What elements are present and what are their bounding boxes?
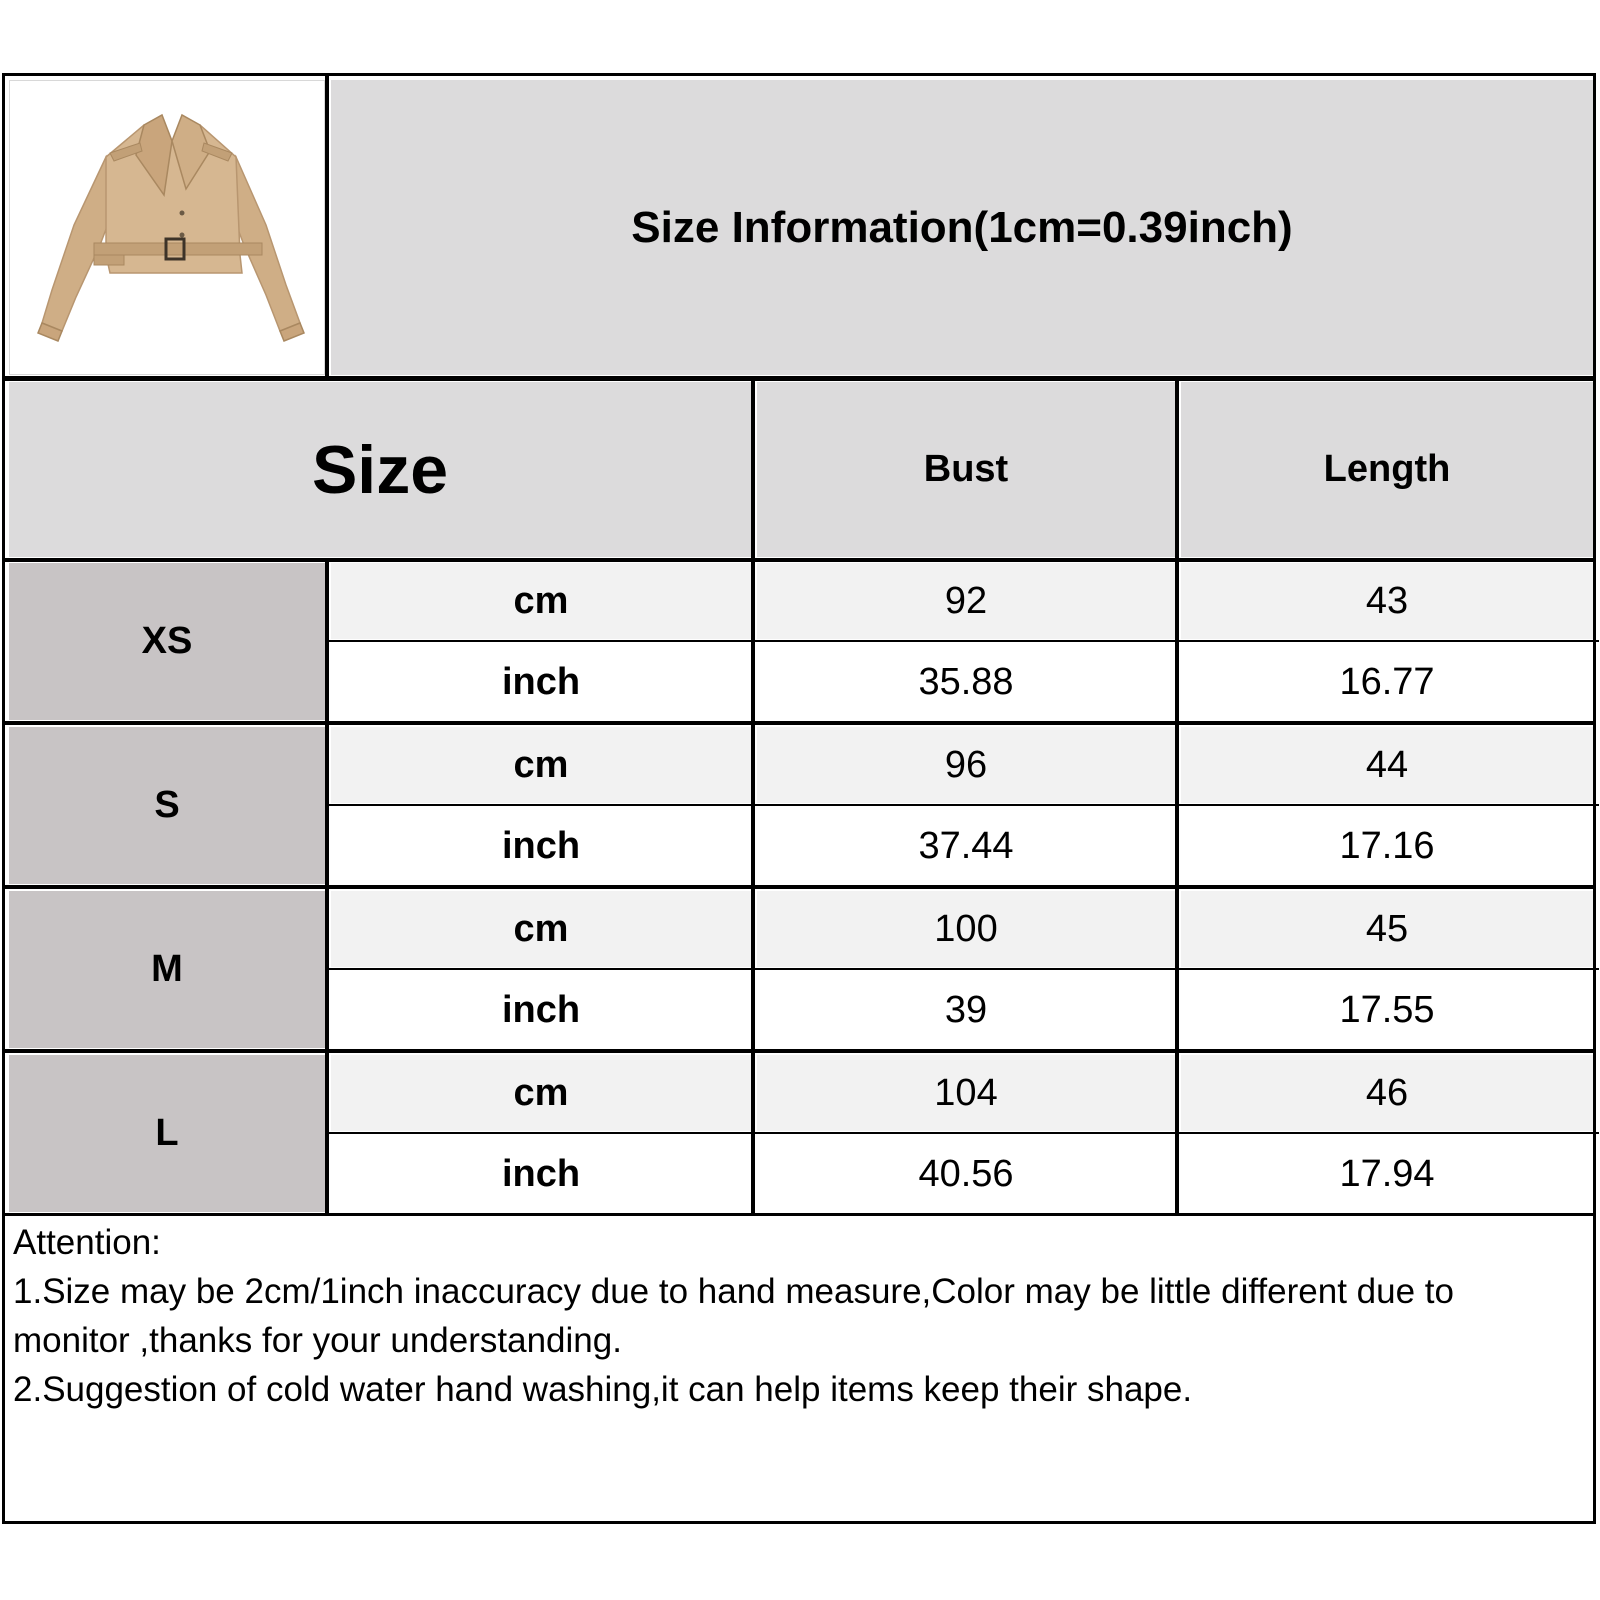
length-value: 16.77 — [1339, 660, 1435, 703]
divider — [325, 640, 1599, 642]
notes-line: 1.Size may be 2cm/1inch inaccuracy due to hand measure,Color may be little different due to — [13, 1272, 1454, 1311]
unit-text: inch — [501, 988, 581, 1031]
unit-text: cm — [513, 743, 569, 786]
length-cell — [1181, 727, 1593, 803]
chart-title-text: Size Information(1cm=0.39inch) — [631, 202, 1293, 252]
unit-cell — [331, 1136, 751, 1212]
size-chart — [2, 73, 1596, 1524]
length-cell — [1181, 563, 1593, 639]
divider — [325, 76, 329, 376]
size-label-l — [9, 1055, 325, 1212]
unit-cell — [331, 1055, 751, 1131]
divider — [5, 1049, 1593, 1053]
size-label-text: XS — [141, 620, 193, 662]
length-cell — [1181, 1136, 1593, 1212]
bust-cell — [757, 727, 1175, 803]
header-length — [1181, 382, 1593, 557]
size-label-text: M — [151, 948, 183, 990]
notes-line: monitor ,thanks for your understanding. — [13, 1321, 622, 1360]
header-length-text: Length — [1323, 448, 1451, 490]
length-value: 44 — [1365, 743, 1409, 786]
size-label-xs — [9, 563, 325, 720]
divider — [5, 885, 1593, 889]
notes-line: 2.Suggestion of cold water hand washing,it can help items keep their shape. — [13, 1370, 1193, 1409]
bust-value: 96 — [944, 743, 988, 786]
attention-notes — [13, 1218, 1593, 1414]
length-cell — [1181, 891, 1593, 967]
bust-value: 104 — [934, 1071, 998, 1114]
divider — [1175, 376, 1179, 1214]
unit-cell — [331, 563, 751, 639]
size-label-text: S — [154, 784, 180, 826]
bust-value: 92 — [944, 579, 988, 622]
divider — [325, 968, 1599, 970]
bust-cell — [757, 644, 1175, 720]
bust-cell — [757, 1136, 1175, 1212]
bust-cell — [757, 563, 1175, 639]
divider — [5, 376, 1593, 381]
bust-value: 100 — [934, 907, 998, 950]
bust-cell — [757, 808, 1175, 884]
bust-value: 40.56 — [918, 1152, 1014, 1195]
unit-text: inch — [501, 1152, 581, 1195]
unit-text: cm — [513, 907, 569, 950]
unit-text: cm — [513, 579, 569, 622]
bust-cell — [757, 1055, 1175, 1131]
jacket-image — [14, 85, 330, 380]
divider — [325, 804, 1599, 806]
divider — [5, 1213, 1593, 1216]
chart-title — [331, 80, 1593, 375]
size-label-text: L — [155, 1112, 179, 1154]
length-value: 17.94 — [1339, 1152, 1435, 1195]
bust-value: 37.44 — [918, 824, 1014, 867]
unit-cell — [331, 891, 751, 967]
size-label-m — [9, 891, 325, 1048]
bust-value: 35.88 — [918, 660, 1014, 703]
header-size-text: Size — [311, 431, 449, 508]
unit-cell — [331, 727, 751, 803]
length-cell — [1181, 808, 1593, 884]
unit-text: cm — [513, 1071, 569, 1114]
length-value: 17.16 — [1339, 824, 1435, 867]
header-bust — [757, 382, 1175, 557]
length-value: 46 — [1365, 1071, 1409, 1114]
bust-value: 39 — [944, 988, 988, 1031]
size-label-s — [9, 727, 325, 884]
divider — [751, 376, 755, 1214]
divider — [325, 1132, 1599, 1134]
unit-text: inch — [501, 660, 581, 703]
header-size — [9, 382, 751, 557]
length-value: 43 — [1365, 579, 1409, 622]
divider — [5, 558, 1593, 562]
length-cell — [1181, 644, 1593, 720]
bust-cell — [757, 972, 1175, 1048]
length-cell — [1181, 1055, 1593, 1131]
divider — [5, 721, 1593, 725]
bust-cell — [757, 891, 1175, 967]
unit-cell — [331, 644, 751, 720]
unit-cell — [331, 808, 751, 884]
product-photo — [9, 80, 325, 375]
length-value: 45 — [1365, 907, 1409, 950]
unit-cell — [331, 972, 751, 1048]
length-value: 17.55 — [1339, 988, 1435, 1031]
length-cell — [1181, 972, 1593, 1048]
notes-heading: Attention: — [13, 1223, 161, 1262]
header-bust-text: Bust — [923, 448, 1009, 490]
divider — [325, 558, 329, 1214]
unit-text: inch — [501, 824, 581, 867]
